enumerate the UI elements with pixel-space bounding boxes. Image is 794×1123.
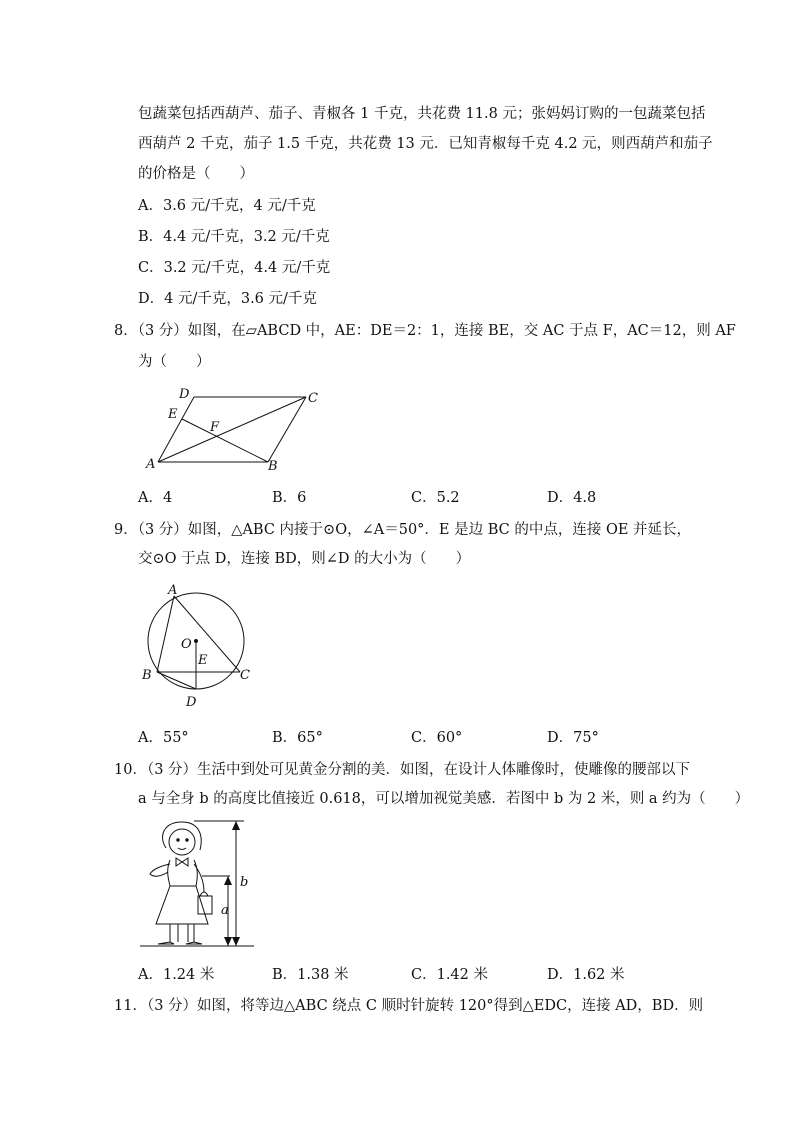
- label-b: B: [268, 459, 278, 474]
- q7-text-line-1: 包蔬菜包括西葫芦、茄子、青椒各 1 千克，共花费 11.8 元；张妈妈订购的一包蔬菜包括: [138, 106, 706, 122]
- label-e: E: [198, 653, 208, 668]
- side-ab: [157, 596, 174, 672]
- q9-option-b: B．65°: [272, 730, 323, 746]
- q8-option-b: B．6: [272, 490, 307, 506]
- q7-option-a: A．3.6 元/千克，4 元/千克: [138, 198, 316, 214]
- q10-text-line-1: 10．（3 分）生活中到处可见黄金分割的美．如图，在设计人体雕像时，使雕像的腰部以下: [114, 762, 691, 778]
- label-e: E: [168, 407, 178, 422]
- q8-parallelogram-figure: [136, 384, 336, 474]
- q10-statue-figure: [136, 820, 266, 952]
- q8-text-line-2: 为（ ）: [138, 354, 211, 370]
- segment-bd: [157, 672, 196, 689]
- q8-option-d: D．4.8: [547, 490, 597, 506]
- q7-text-line-3: 的价格是（ ）: [138, 166, 254, 182]
- center-point-o: [194, 639, 198, 643]
- q7-text-line-2: 西葫芦 2 千克，茄子 1.5 千克，共花费 13 元．已知青椒每千克 4.2 元，则西葫芦和茄子: [138, 136, 713, 152]
- right-arm-outline: [194, 864, 204, 892]
- label-b: b: [240, 875, 249, 890]
- label-a: a: [221, 903, 229, 918]
- a-arrow-top: [224, 876, 232, 885]
- label-c: C: [240, 668, 250, 683]
- q10-option-c: C．1.42 米: [411, 967, 488, 983]
- q11-text-line-1: 11．（3 分）如图，将等边△ABC 绕点 C 顺时针旋转 120°得到△EDC，连接 AD，BD．则: [114, 998, 704, 1014]
- label-d: D: [179, 387, 190, 402]
- side-bc: [268, 397, 306, 462]
- q9-circle-figure: [136, 582, 266, 712]
- segment-be: [182, 419, 268, 462]
- bag-handle: [200, 892, 208, 896]
- q9-text-line-1: 9．（3 分）如图，△ABC 内接于⊙O，∠A＝50°．E 是边 BC 的中点，连接 OE 并延长，: [114, 522, 692, 538]
- bow-outline: [176, 858, 188, 866]
- label-a: A: [146, 457, 156, 472]
- label-o: O: [181, 637, 192, 652]
- hair-outline: [163, 822, 202, 850]
- label-d: D: [186, 695, 197, 710]
- label-c: C: [308, 391, 318, 406]
- q10-option-b: B．1.38 米: [272, 967, 349, 983]
- q8-option-a: A．4: [138, 490, 173, 506]
- q9-option-d: D．75°: [547, 730, 599, 746]
- q8-text-line-1: 8．（3 分）如图，在▱ABCD 中，AE：DE＝2：1，连接 BE，交 AC 于点 F，AC＝12，则 AF: [114, 323, 736, 339]
- q10-option-d: D．1.62 米: [547, 967, 625, 983]
- left-shoe: [158, 942, 174, 944]
- b-arrow-bottom: [232, 937, 240, 946]
- q10-text-line-2: a 与全身 b 的高度比值接近 0.618，可以增加视觉美感．若图中 b 为 2 米，则 a 约为（ ）: [138, 791, 750, 807]
- q7-option-d: D．4 元/千克，3.6 元/千克: [138, 291, 317, 307]
- right-shoe: [186, 942, 202, 944]
- left-arm-outline: [150, 864, 170, 876]
- diagonal-ac: [158, 397, 306, 462]
- q9-option-a: A．55°: [138, 730, 189, 746]
- b-arrow-top: [232, 821, 240, 830]
- head-outline: [169, 829, 195, 855]
- q9-option-c: C．60°: [411, 730, 463, 746]
- label-f: F: [210, 420, 220, 435]
- q9-text-line-2: 交⊙O 于点 D，连接 BD，则∠D 的大小为（ ）: [138, 551, 471, 567]
- q7-option-c: C．3.2 元/千克，4.4 元/千克: [138, 260, 331, 276]
- q7-option-b: B．4.4 元/千克，3.2 元/千克: [138, 229, 330, 245]
- a-arrow-bottom: [224, 937, 232, 946]
- q8-option-c: C．5.2: [411, 490, 460, 506]
- label-b: B: [142, 668, 152, 683]
- q10-option-a: A．1.24 米: [138, 967, 215, 983]
- label-a: A: [168, 583, 178, 598]
